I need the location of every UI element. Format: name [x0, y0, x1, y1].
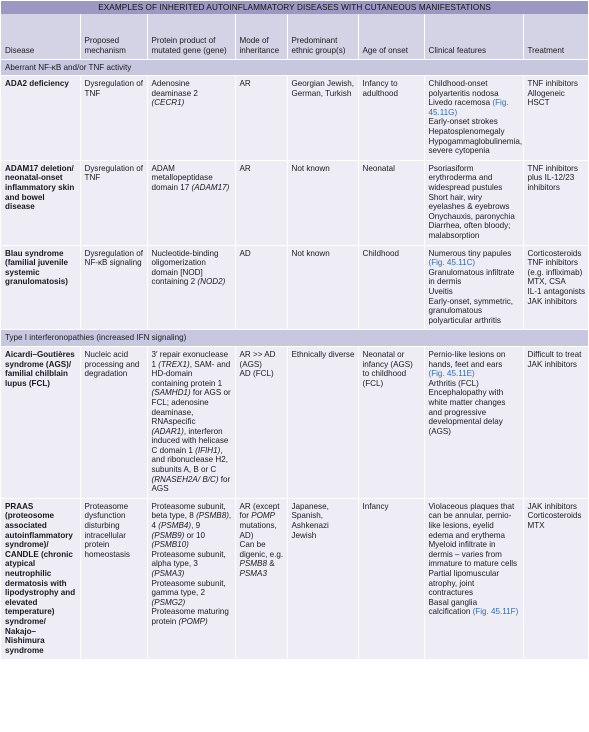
- age-of-onset-cell: Childhood: [358, 245, 424, 330]
- text-run: Hypogammaglobulinemia, severe cytopenia: [428, 136, 523, 156]
- text-run: or 10: [184, 530, 206, 540]
- clinical-features-cell: [424, 245, 523, 330]
- protein-cell: [147, 346, 235, 498]
- protein-cell: [147, 76, 235, 161]
- text-run: Proteasome subunit, alpha type, 3: [151, 549, 226, 569]
- inheritance-line: [240, 502, 284, 540]
- text-run: , SAM- and HD-domain containing protein 1: [151, 359, 231, 388]
- clinical-feature-item: [429, 268, 520, 287]
- mechanism-cell: Dysregulation of NF-κB signaling: [80, 245, 147, 330]
- text-run: Hepatosplenomegaly: [428, 127, 505, 137]
- gene-symbol: PSMA3: [239, 569, 267, 578]
- gene-symbol: (PSMA3): [151, 569, 185, 578]
- autoinflammatory-table-container: [1, 1, 588, 659]
- text-run: Proteasome maturing protein: [151, 607, 229, 626]
- treatment-cell: [523, 245, 588, 330]
- text-run: Onychauxis, paronychia: [428, 211, 515, 221]
- text-run: for AGS or FCL; adenosine deaminase, RNAspecific: [151, 388, 231, 427]
- text-run: Partial lipomuscular atrophy, joint contractures: [428, 569, 500, 598]
- protein-line: [152, 550, 232, 579]
- ethnic-group-cell: Ethnically diverse: [287, 346, 358, 498]
- autoinflammatory-diseases-table: [1, 1, 588, 659]
- header-disease: Disease: [1, 14, 80, 59]
- ethnic-group-cell: Georgian Jewish, German, Turkish: [287, 76, 358, 161]
- text-run: AR: [239, 79, 251, 89]
- clinical-feature-item: [429, 540, 520, 569]
- text-run: Early-onset strokes: [428, 117, 498, 127]
- gene-symbol: (PSMB4): [158, 521, 192, 531]
- text-run: Childhood-onset polyarteritis nodosa: [428, 79, 499, 98]
- inheritance-line: [240, 369, 284, 379]
- disease-cell: ADAM17 deletion/ neonatal-onset inflammatory skin and bowel disease: [1, 160, 80, 245]
- text-run: Early-onset, symmetric, granulomatous polyarticular arthritis: [428, 296, 514, 325]
- inheritance-line: [240, 79, 284, 89]
- treatment-item: IL-1 antagonists: [527, 286, 586, 296]
- text-run: Violaceous plaques that can be annular, pernio-like lesions, eyelid edema and erythema: [428, 501, 515, 540]
- inheritance-line: [240, 249, 284, 259]
- table-row: [1, 76, 588, 161]
- clinical-feature-item: [429, 117, 520, 127]
- clinical-feature-item: [429, 212, 520, 222]
- gene-symbol: PSMB8: [239, 559, 267, 569]
- clinical-feature-item: [429, 98, 520, 117]
- text-run: Nucleotide-binding oligomerization domain [NOD] containing 2: [151, 248, 219, 287]
- gene-symbol: (NOD2): [197, 277, 226, 287]
- gene-symbol: (TREX1): [158, 359, 190, 369]
- header-protein: Protein product of mutated gene (gene): [147, 14, 235, 59]
- clinical-feature-item: [429, 249, 520, 268]
- table-row: [1, 346, 588, 498]
- header-treatment: Treatment: [523, 14, 588, 59]
- inheritance-cell: [235, 346, 287, 498]
- ethnic-group-cell: Not known: [287, 245, 358, 330]
- clinical-feature-item: [429, 598, 520, 617]
- clinical-feature-item: [429, 379, 520, 389]
- text-run: Pernio-like lesions on hands, feet and ears: [428, 349, 506, 369]
- text-run: Encephalopathy with white matter changes and progressive developmental delay (AGS): [428, 388, 506, 436]
- protein-line: [152, 579, 232, 608]
- table-row: [1, 160, 588, 245]
- gene-symbol: (PSMB8): [196, 511, 229, 521]
- disease-cell: Aicardi–Goutières syndrome (AGS)/ familial chilblain lupus (FCL): [1, 346, 80, 498]
- text-run: Myeloid infiltrate in dermis – varies from immature to mature cells: [428, 540, 518, 569]
- gene-symbol: POMP: [251, 511, 276, 521]
- inheritance-line: [240, 350, 284, 369]
- text-run: 3′ repair exonuclease 1: [151, 349, 229, 369]
- clinical-features-cell: [424, 498, 523, 659]
- text-run: &: [266, 559, 275, 569]
- clinical-feature-item: [429, 193, 520, 212]
- header-clinical: Clinical features: [424, 14, 523, 59]
- text-run: Arthritis (FCL): [428, 378, 479, 388]
- text-run: Livedo racemosa: [428, 98, 493, 108]
- treatment-cell: [523, 76, 588, 161]
- protein-cell: [147, 498, 235, 659]
- text-run: Short hair, wiry eyelashes & eyebrows: [428, 192, 510, 212]
- clinical-feature-item: [429, 350, 520, 379]
- inheritance-cell: [235, 245, 287, 330]
- inheritance-line: [240, 164, 284, 174]
- gene-symbol: (POMP): [178, 616, 208, 626]
- text-run: , 4: [151, 511, 232, 531]
- age-of-onset-cell: Neonatal: [358, 160, 424, 245]
- treatment-item: TNF inhibitors: [527, 79, 578, 89]
- header-inheritance: Mode of inheritance: [235, 14, 287, 59]
- mechanism-cell: Dysregulation of TNF: [80, 76, 147, 161]
- treatment-cell: [523, 498, 588, 659]
- table-title-row: [1, 1, 588, 14]
- age-of-onset-cell: Neonatal or infancy (AGS) to childhood (FCL): [358, 346, 424, 498]
- clinical-features-cell: [424, 76, 523, 161]
- inheritance-cell: [235, 160, 287, 245]
- table-header-row: [1, 14, 588, 59]
- treatment-item: TNF inhibitors (e.g. infliximab): [527, 258, 583, 277]
- treatment-item: MTX: [527, 521, 545, 531]
- text-run: Proteasome subunit, beta type, 8: [151, 501, 226, 521]
- clinical-feature-item: [429, 502, 520, 540]
- treatment-cell: [523, 346, 588, 498]
- mechanism-cell: Proteasome dysfunction disturbing intracellular protein homeostasis: [80, 498, 147, 659]
- clinical-features-cell: [424, 160, 523, 245]
- clinical-features-cell: [424, 346, 523, 498]
- text-run: Psoriasiform erythroderma and widespread pustules: [428, 163, 503, 193]
- treatment-item: Difficult to treat: [527, 349, 582, 359]
- protein-cell: [147, 245, 235, 330]
- section-row: [1, 59, 588, 76]
- clinical-feature-item: [429, 287, 520, 297]
- clinical-feature-item: [429, 221, 520, 240]
- clinical-feature-item: [429, 164, 520, 193]
- treatment-item: Corticosteroids: [527, 248, 582, 258]
- clinical-feature-item: [429, 297, 520, 326]
- treatment-item: Corticosteroids: [527, 511, 582, 521]
- text-run: AR >> AD (AGS): [239, 349, 276, 369]
- ethnic-group-cell: Not known: [287, 160, 358, 245]
- treatment-item: JAK inhibitors: [527, 359, 577, 369]
- text-run: Basal ganglia calcification: [428, 597, 478, 617]
- text-run: mutations, AD): [239, 521, 277, 540]
- table-row: [1, 498, 588, 659]
- disease-cell: Blau syndrome (familial juvenile systemic granulomatosis): [1, 245, 80, 330]
- text-run: Can be digenic, e.g.: [239, 540, 284, 559]
- section-title: Type I interferonopathies (increased IFN signaling): [1, 330, 588, 347]
- mechanism-cell: Dysregulation of TNF: [80, 160, 147, 245]
- text-run: Uveitis: [428, 286, 453, 296]
- clinical-feature-item: [429, 79, 520, 98]
- table-title: EXAMPLES OF INHERITED AUTOINFLAMMATORY DISEASES WITH CUTANEOUS MANIFESTATIONS: [1, 1, 588, 14]
- section-row: [1, 330, 588, 347]
- text-run: , 9: [191, 521, 201, 531]
- text-run: ADAM metallopeptidase domain 17: [151, 163, 213, 193]
- protein-cell: [147, 160, 235, 245]
- age-of-onset-cell: Infancy: [358, 498, 424, 659]
- treatment-cell: [523, 160, 588, 245]
- text-run: for AGS: [151, 474, 231, 494]
- mechanism-cell: Nucleic acid processing and degradation: [80, 346, 147, 498]
- header-onset: Age of onset: [358, 14, 424, 59]
- figure-reference-link[interactable]: (Fig. 45.11E): [428, 369, 475, 379]
- disease-cell: PRAAS (proteosome associated autoinflammatory syndrome)/ CANDLE (chronic atypical neutrophilic dermatosis with lipodystrophy and elevated temperature) syndrome/ Nakajo– Nishimura syndrome: [1, 498, 80, 659]
- text-run: Granulomatous infiltrate in dermis: [428, 267, 515, 287]
- inheritance-cell: [235, 76, 287, 161]
- figure-reference-link[interactable]: (Fig. 45.11G): [428, 98, 509, 117]
- disease-cell: ADA2 deficiency: [1, 76, 80, 161]
- gene-symbol: (ADAM17): [191, 183, 230, 193]
- gene-symbol: (SAMHD1): [151, 388, 191, 398]
- gene-symbol: (RNASEH2A/ B/C): [151, 474, 219, 484]
- figure-reference-link[interactable]: (Fig. 45.11C): [428, 258, 476, 268]
- treatment-item: TNF inhibitors plus IL-12/23 inhibitors: [527, 163, 578, 193]
- text-run: AR: [239, 163, 251, 173]
- treatment-item: Allogeneic HSCT: [527, 88, 565, 108]
- section-title: Aberrant NF-κB and/or TNF activity: [1, 59, 588, 76]
- table-body: [1, 59, 588, 659]
- header-mechanism: Proposed mechanism: [80, 14, 147, 59]
- text-run: Proteasome subunit, gamma type, 2: [151, 578, 226, 598]
- age-of-onset-cell: Infancy to adulthood: [358, 76, 424, 161]
- gene-symbol: (CECR1): [151, 98, 185, 108]
- ethnic-group-cell: Japanese, Spanish, Ashkenazi Jewish: [287, 498, 358, 659]
- clinical-feature-item: [429, 388, 520, 436]
- text-run: Adenosine deaminase 2: [151, 79, 198, 98]
- treatment-item: JAK inhibitors: [527, 296, 577, 306]
- gene-symbol: (PSMG2): [151, 597, 186, 607]
- clinical-feature-item: [429, 569, 520, 598]
- protein-line: [152, 607, 232, 626]
- text-run: Diarrhea, often bloody; malabsorption: [428, 221, 511, 240]
- gene-symbol: (PSMB9): [151, 530, 185, 540]
- clinical-feature-item: [429, 127, 520, 137]
- inheritance-cell: [235, 498, 287, 659]
- gene-symbol: (ADAR1): [151, 426, 184, 436]
- table-row: [1, 245, 588, 330]
- header-ethnic: Predominant ethnic group(s): [287, 14, 358, 59]
- clinical-feature-item: [428, 136, 523, 156]
- treatment-item: MTX, CSA: [527, 277, 566, 287]
- figure-reference-link[interactable]: (Fig. 45.11F): [472, 607, 519, 617]
- text-run: , interferon induced with helicase C domain 1: [151, 426, 229, 455]
- inheritance-line: [240, 540, 284, 578]
- treatment-item: JAK inhibitors: [527, 501, 577, 511]
- text-run: , and ribonuclease H2, subunits A, B or C: [151, 445, 228, 475]
- protein-line: [152, 502, 232, 550]
- text-run: AD (FCL): [239, 369, 274, 379]
- gene-symbol: (IFIH1): [195, 445, 221, 455]
- text-run: AD: [239, 248, 251, 258]
- gene-symbol: (PSMB10): [151, 540, 189, 550]
- text-run: Numerous tiny papules: [428, 248, 512, 258]
- text-run: AR (except for: [239, 501, 280, 521]
